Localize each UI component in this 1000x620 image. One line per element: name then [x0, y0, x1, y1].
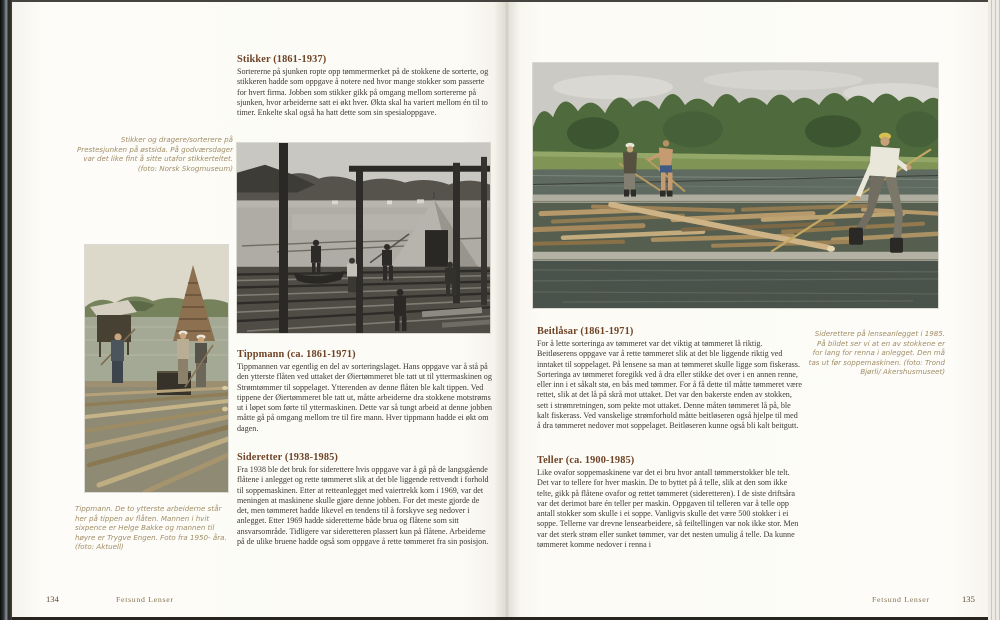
- caption-tippmann-photo: Tippmann. De to ytterste arbeiderne står her på tippen av flåten. Mannen i hvit sixpence er Helge Bakke og mannen til høyre er Trygve Engen. Foto fra 1950- åra. (foto: Aktuell): [75, 504, 227, 552]
- section-teller: [537, 455, 803, 550]
- section-body-tippmann: Tippmannen var egentlig en del av sorteringslaget. Hans oppgave var å stå på den ytterste flåten ved uttaket der Øiertømmeret ble tatt ut til yttermaskinen og Strømtømmer til soppelaget. Ytterenden av denne flåten ble kalt tippen. Ved tippene der Øiertømmeret ble tatt ut, måtte arbeiderne dra stokkene motstrøms ut i løpet som førte til yttermaskinen. Dette var så tungt arbeid at denne jobben måtte gå på omgang mellom tre til fire mann. Hver tippmann hadde ei økt om dagen.: [237, 362, 493, 433]
- photo-tippmann-raft: [85, 245, 228, 492]
- page-number-right: 135: [962, 594, 975, 604]
- page-number-left: 134: [46, 594, 59, 604]
- section-body-beitlasar: For å lette sorteringa av tømmeret var det viktig at tømmeret lå riktig. Beitløserens oppgave var å rette tømmeret slik at det ble liggende riktig ved inntaket til soppelaget. På lensene sa man at tømmeret skulle ligge som fiskerass. Sorteringa av tømmeret foregikk ved å dra eller stikke det over i en annen renne, eller inn i et såkalt stø, en bås med tømmer. For å få dette til måtte tømmeret være rettet, slik at det lå på skrå mot uttaket. Det var den bakerste enden av stokken, sett i strømretningen, som pekte mot uttaket. Denne måten tømmeret lå på, ble kalt fiskerass. Ved vanskelige strømforhold måtte beitløseren også hjelpe til med å dra tømmeret nedover mot soppelaget. Beitløseren kunne også bli kalt beitgutt.: [537, 339, 802, 431]
- section-body-sideretter: Fra 1938 ble det bruk for siderettere hvis oppgave var å gå på de langsgående flåtene i anlegget og rette tømmeret slik at det ble liggende rettvendt i forhold til soppemaskinen. Etter at retteanlegget med vaiertrekk kom i 1969, var det meningen at maskinene skulle gjøre denne jobben. For det meste gjorde de det, men tømmeret hadde likevel en tendens til å forskyve seg nedover i anlegget. Etter 1969 hadde sideretterne både brua og flåtene som sitt ansvarsområde. Tidligere var sideretteren plassert kun på flåtene. Arbeiderne på de ulike bruene hadde også som oppgave å rette tømmeret fra sin posisjon.: [237, 465, 489, 547]
- section-heading-beitlasar: Beitlåsar (1861-1971): [537, 326, 634, 337]
- section-sideretter: [237, 452, 493, 547]
- section-body-stikker: Sortererne på sjunken ropte opp tømmermerket på de stokkene de sorterte, og stikkeren hadde som oppgave å notere ned hvor mange stokker som passerte for hvert firma. Jobben som stikker gikk på omgang mellom sortererne på sjunken, hvor arbeiderne satt ei økt hver. Økta skal ha variert mellom én til to timer. Enkelte skal også ha hatt dette som sin spesialoppgave.: [237, 67, 489, 118]
- section-stikker: [237, 54, 493, 118]
- running-title-right: Fetsund Lenser: [872, 595, 930, 604]
- section-heading-tippmann: Tippmann (ca. 1861-1971): [237, 349, 356, 360]
- section-heading-sideretter: Sideretter (1938-1985): [237, 452, 338, 463]
- photo-bw-sorting-site: [237, 143, 490, 333]
- book-gutter-shadow: [494, 2, 520, 617]
- section-tippmann: [237, 349, 493, 434]
- section-heading-stikker: Stikker (1861-1937): [237, 54, 327, 65]
- section-heading-teller: Teller (ca. 1900-1985): [537, 455, 635, 466]
- running-title-left: Fetsund Lenser: [116, 595, 174, 604]
- caption-stikker-photo: Stikker og dragere/sorterere på Prestesjunken på østsida. På godværsdager var det like fint å sitte utafor stikkerteltet. (foto: Norsk Skogmuseum): [77, 135, 233, 173]
- photo-siderettere-1985: [533, 63, 938, 308]
- page-stack-edge: [988, 0, 1000, 620]
- section-beitlasar: [537, 326, 803, 432]
- book-spine-edge: [0, 0, 12, 620]
- page-top-edge: [12, 0, 988, 2]
- caption-siderettere-photo: Siderettere på lenseanlegget i 1985. På bildet ser vi at en av stokkene er for lang for renna i anlegget. Den må tas ut før soppemaskinen. (foto: Trond Bjørli/ Akershusmuseet): [808, 329, 945, 377]
- section-body-teller: Like ovafor soppemaskinene var det ei bru hvor antall tømmerstokker ble telt. Det var to tellere for hver maskin. De to byttet på å telle, slik at den som ikke telte, gikk på flåtene ovafor og rettet tømmeret (sideretteren). I de siste driftsåra var det derimot bare én teller per maskin. Oppgaven til telleren var å telle opp antall stokker som skulle i ei soppe. Vanligvis skulle det være 500 stokker i ei soppe. Tellerne var drevne lensearbeidere, så feiltellingen var nok ikke stor. Men var det sterk strøm eller sunket tømmer, var det nesten umulig å telle. Da kunne tømmeret komme nedover i renna i: [537, 468, 799, 550]
